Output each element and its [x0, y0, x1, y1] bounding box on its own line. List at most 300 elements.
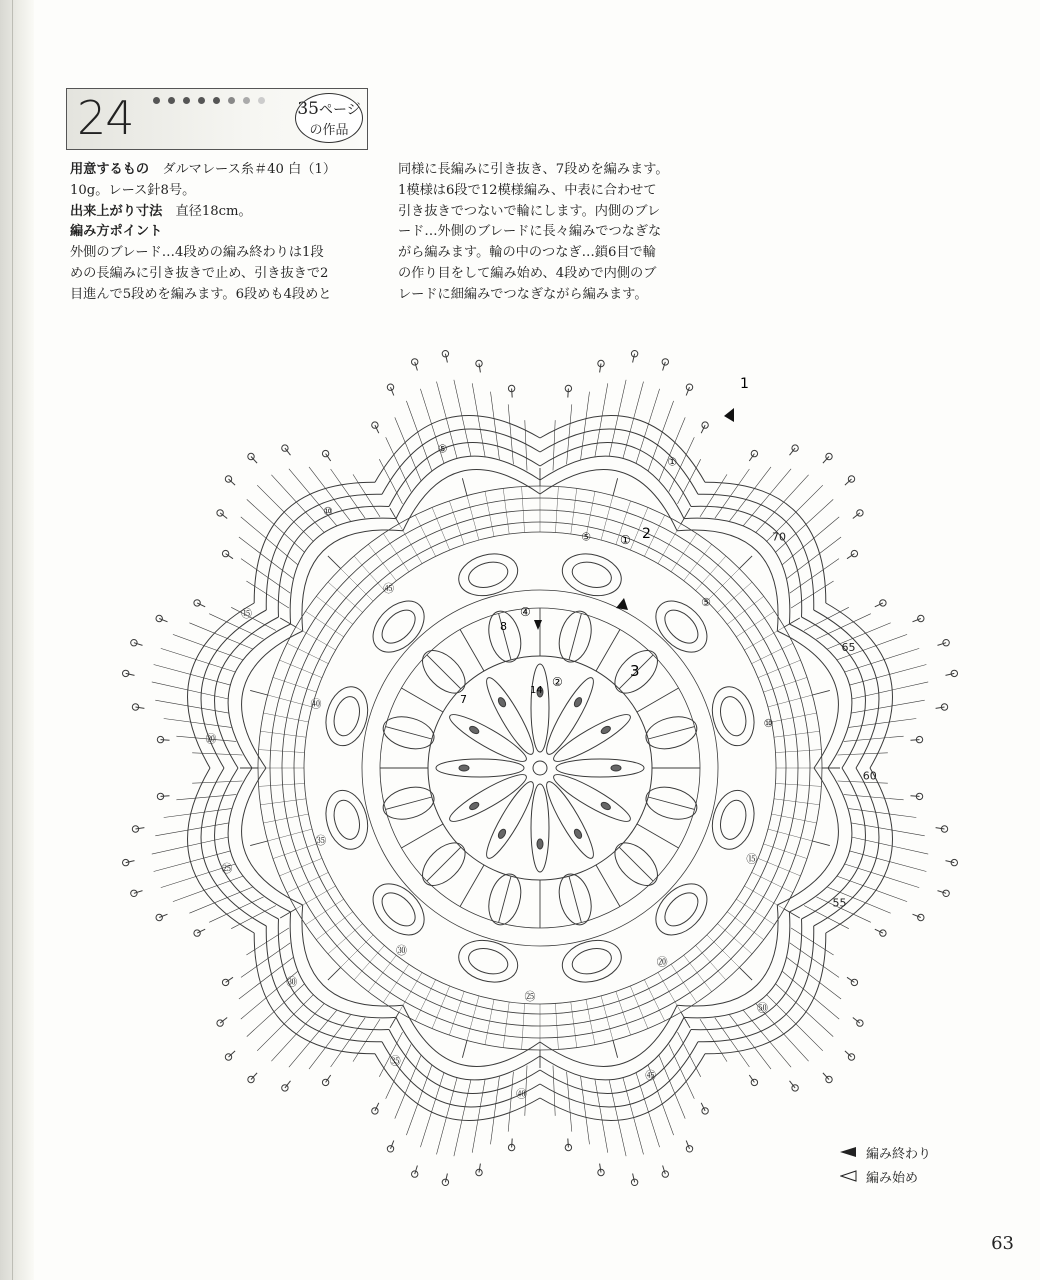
picot — [702, 422, 708, 428]
stitch-stroke — [595, 383, 608, 457]
braid-loop — [706, 786, 760, 854]
picot-stem — [415, 1166, 418, 1175]
dot — [183, 97, 190, 104]
braid-loop — [363, 874, 434, 945]
braid-stitch — [630, 986, 648, 1029]
stitch-stroke — [849, 719, 917, 728]
label-n3: 3 — [630, 662, 640, 680]
stitch-stroke — [816, 614, 870, 639]
center-knot — [537, 839, 543, 849]
stitch-stroke — [669, 1044, 694, 1098]
picot-stem — [568, 1139, 569, 1148]
spoke — [619, 847, 653, 881]
braid-stitch — [658, 524, 681, 564]
picot — [880, 600, 886, 606]
picot — [851, 550, 857, 556]
scallop-arc — [540, 1042, 698, 1107]
outer-round-label: ㉟ — [389, 1054, 401, 1068]
braid-loop — [558, 548, 626, 602]
braid-loop-inner — [376, 887, 421, 932]
label-r4: ④ — [520, 605, 531, 619]
inner-round-label: ㊵ — [310, 697, 322, 711]
outer-round-label: ㊿ — [757, 1001, 768, 1015]
picot-stem — [936, 828, 945, 829]
braid-stitch — [727, 912, 764, 940]
scallop-arc — [389, 443, 540, 507]
dot — [153, 97, 160, 104]
picot-stem — [938, 891, 947, 894]
spoke-outer — [250, 841, 267, 846]
stitch-stroke — [851, 682, 928, 699]
scallop-arc — [396, 1017, 540, 1080]
braid-stitch — [727, 596, 764, 624]
spoke — [386, 797, 432, 809]
stitch-stroke — [271, 475, 324, 533]
inner-round-label: ⑮ — [746, 852, 758, 866]
picot-stem — [161, 740, 170, 741]
braid-stitch — [399, 972, 422, 1012]
stitch-stroke — [164, 809, 232, 818]
scallop-arc — [540, 443, 691, 507]
spoke — [648, 727, 694, 739]
stitch-stroke — [331, 469, 366, 518]
scallop-arc — [540, 1017, 684, 1080]
scallop-arc — [789, 768, 852, 912]
stitch-stroke — [730, 1015, 772, 1069]
center-petal — [531, 784, 549, 872]
stitch-stroke — [241, 943, 290, 978]
filled-triangle-icon — [840, 1146, 858, 1158]
picot-stem — [479, 1164, 480, 1173]
spoke — [569, 876, 581, 922]
picot-stem — [161, 796, 170, 797]
stitch-stroke — [406, 1065, 432, 1135]
stitch-stroke — [787, 537, 841, 579]
braid-loop-inner — [716, 694, 750, 739]
spoke — [460, 865, 484, 907]
picot — [222, 550, 228, 556]
braid-stitch — [764, 677, 808, 692]
braid-stitch — [259, 750, 305, 753]
picot — [194, 600, 200, 606]
crochet-doily-chart — [90, 318, 995, 1238]
picot — [686, 1146, 692, 1152]
stitch-stroke — [420, 1072, 444, 1147]
stitch-stroke — [636, 389, 660, 464]
spoke-outer — [812, 841, 829, 846]
braid-rings — [258, 486, 822, 1050]
stitch-stroke — [247, 499, 305, 552]
braid-stitch — [280, 858, 323, 876]
braid-stitch — [758, 660, 801, 678]
outer-round-label: ㊵ — [516, 1087, 527, 1101]
spoke-outer — [250, 690, 267, 695]
center-knot — [468, 725, 480, 735]
stitch-stroke — [609, 1079, 626, 1156]
points-line: ード…外側のブレードに長々編みでつなぎな — [398, 224, 662, 240]
points-line: 外側のブレード…4段めの編み終わりは1段 — [70, 245, 324, 261]
label-m1: 1 — [740, 376, 749, 392]
braid-loop-inner — [569, 558, 614, 592]
picot-stem — [136, 828, 145, 829]
center-knot — [459, 765, 469, 771]
braid-stitch — [717, 924, 752, 954]
stitch-stroke — [331, 1018, 366, 1067]
braid-stitch — [522, 487, 525, 533]
dot — [243, 97, 250, 104]
legend-end — [840, 1140, 931, 1164]
scallop-arc — [389, 1030, 540, 1094]
braid-stitch — [432, 986, 450, 1029]
picot-stem — [946, 673, 955, 675]
braid-loop-inner — [659, 887, 704, 932]
braid-loop-inner — [466, 558, 511, 592]
center-petal — [556, 759, 644, 777]
stitch-stroke — [756, 475, 809, 533]
stitch-stroke — [790, 559, 839, 594]
materials-label: 用意するもの — [70, 162, 150, 177]
center-knot — [600, 725, 612, 735]
spoke — [427, 655, 461, 689]
braid-stitch — [586, 1000, 595, 1045]
spoke-outer — [328, 556, 341, 569]
stitch-stroke — [581, 1077, 590, 1145]
spoke — [569, 614, 581, 660]
stitch-stroke — [787, 958, 841, 1000]
inner-round-label: ⑤ — [581, 530, 592, 544]
outer-round-label: ⑤ — [437, 442, 448, 456]
inner-round-label: ㉟ — [315, 834, 327, 848]
dot — [228, 97, 235, 104]
page-number: 63 — [991, 1233, 1014, 1254]
braid-stitch — [776, 750, 822, 753]
braid-stitch — [696, 945, 726, 980]
stitch-stroke — [581, 392, 590, 460]
stitch-stroke — [173, 876, 243, 902]
braid-loop-inner — [569, 944, 614, 978]
center-chain-ring — [533, 761, 547, 775]
braid-stitch — [522, 1004, 525, 1050]
stitch-stroke — [844, 864, 919, 888]
spoke-outer — [613, 1040, 618, 1057]
braid-stitch — [744, 627, 784, 650]
braid-stitch — [707, 935, 740, 968]
braid-stitch — [503, 1002, 509, 1048]
end-marker-triangle — [724, 408, 734, 422]
stitch-stroke — [844, 736, 904, 741]
braid-stitch — [449, 992, 464, 1036]
braid-loop — [320, 682, 374, 750]
points-label: 編み方ポイント — [70, 224, 163, 240]
stitch-stroke — [849, 809, 917, 818]
points-line: がら編みます。輪の中のつなぎ…鎖6目で輪 — [398, 245, 656, 261]
stitch-stroke — [595, 1079, 608, 1153]
scallop-arc — [382, 429, 540, 494]
braid-stitch — [571, 488, 577, 534]
size-label: 出来上がり寸法 — [70, 203, 163, 219]
stitch-stroke — [472, 1079, 485, 1153]
stitch-stroke — [406, 401, 432, 471]
braid-loop — [363, 591, 434, 662]
stitch-stroke — [743, 1010, 791, 1067]
braid-stitch — [399, 524, 422, 564]
center-knot — [573, 696, 583, 708]
spoke — [637, 688, 679, 712]
stitch-stroke — [743, 469, 791, 526]
stitch-stroke — [209, 614, 263, 639]
braid-stitch — [774, 799, 820, 805]
stitch-stroke — [155, 700, 229, 713]
stitch-stroke — [309, 1015, 351, 1069]
dot — [168, 97, 175, 104]
picot-stem — [445, 1174, 447, 1183]
picot-stem — [663, 1166, 666, 1175]
stitch-stroke — [851, 823, 925, 836]
stitch-stroke — [173, 634, 243, 660]
spoke — [460, 629, 484, 671]
braid-stitch — [772, 713, 817, 722]
braid-stitch — [772, 814, 817, 823]
stitch-stroke — [241, 517, 298, 565]
stitch-stroke — [155, 823, 229, 836]
picot-stem — [512, 1139, 513, 1148]
stitch-stroke — [209, 897, 263, 922]
label-n14: 14 — [530, 685, 543, 696]
stitch-stroke — [766, 994, 823, 1051]
materials-line1: ダルマレース糸＃40 白（1） — [162, 162, 337, 177]
outer-round-label: ㉚ — [286, 975, 298, 989]
stitch-stroke — [192, 781, 242, 783]
stitch-stroke — [257, 485, 314, 542]
braid-stitch — [485, 491, 494, 536]
stitch-stroke — [386, 437, 411, 491]
outer-round-label: ㊺ — [645, 1068, 657, 1082]
outline-triangle-icon — [840, 1170, 858, 1182]
stitch-stroke — [257, 994, 314, 1051]
spoke-outer — [739, 967, 752, 980]
braid-stitch — [259, 783, 305, 786]
stitch-stroke — [454, 1079, 471, 1156]
dot — [213, 97, 220, 104]
stitch-stroke — [851, 700, 925, 713]
points-line: めの長編みに引き抜きで止め、引き抜きで2 — [70, 265, 329, 281]
stitch-stroke — [508, 404, 513, 464]
stitch-stroke — [775, 499, 833, 552]
label-c1: ① — [620, 533, 631, 547]
spoke-outer — [462, 1040, 467, 1057]
stitch-stroke — [271, 1003, 324, 1061]
center-knot — [468, 801, 480, 811]
outer-round-label: ⑩ — [322, 505, 333, 519]
spoke — [499, 876, 511, 922]
outer-round-label: ㉕ — [221, 862, 233, 876]
stitch-stroke — [239, 958, 293, 1000]
header-dots — [153, 97, 265, 104]
braid-loop-inner — [330, 797, 364, 842]
picot-stem — [911, 740, 920, 741]
spoke-outer — [613, 478, 618, 495]
stitch-stroke — [782, 517, 839, 565]
points-line: 目進んで5段めを編みます。6段めも4段めと — [70, 286, 332, 302]
spoke — [596, 865, 620, 907]
start-marker-triangle — [616, 598, 628, 610]
legend-start-label: 編み始め — [866, 1170, 919, 1186]
picot-stem — [633, 1174, 635, 1183]
stitch-stroke — [152, 682, 229, 699]
stitch-stroke — [152, 837, 229, 854]
scallop-arc — [814, 610, 879, 768]
picot-stem — [946, 861, 955, 863]
picot-stem — [938, 643, 947, 646]
braid-stitch — [684, 955, 712, 992]
braid-stitch — [341, 569, 374, 602]
picot — [372, 422, 378, 428]
picot-stem — [415, 362, 418, 371]
braid-stitch — [280, 660, 323, 678]
picot-stem — [512, 389, 513, 398]
braid-stitch — [758, 858, 801, 876]
stitch-stroke — [239, 537, 293, 579]
braid-stitch — [776, 783, 822, 786]
picot-stem — [600, 364, 601, 373]
stitch-stroke — [491, 392, 500, 460]
braid-stitch — [555, 1004, 558, 1050]
stitch-stroke — [176, 795, 236, 800]
pattern-header — [66, 88, 368, 150]
page-ref-number: 35 — [297, 99, 319, 119]
picot-stem — [936, 707, 945, 708]
braid-stitch — [555, 487, 558, 533]
braid-loop — [454, 548, 522, 602]
stitch-stroke — [844, 795, 904, 800]
braid-stitch — [764, 844, 808, 859]
stitch-stroke — [782, 971, 839, 1019]
picot-stem — [633, 354, 635, 363]
points-line: レードに細編みでつなぎながら編みます。 — [398, 286, 648, 302]
stitch-stroke — [851, 837, 928, 854]
stitch-stroke — [553, 420, 555, 470]
picot-stem — [479, 364, 480, 373]
spoke — [648, 797, 694, 809]
braid-stitch — [273, 677, 317, 692]
book-spine-shadow — [0, 0, 34, 1280]
braid-stitch — [717, 582, 752, 612]
spoke-outer — [812, 690, 829, 695]
stitch-stroke — [386, 1044, 411, 1098]
braid-stitch — [503, 488, 509, 534]
page-ref-suffix: ページ — [318, 102, 361, 118]
outer-round-label: 65 — [841, 640, 856, 654]
label-r2: ② — [552, 675, 563, 689]
picot-stem — [136, 707, 145, 708]
center-knot — [497, 828, 507, 840]
spine-line — [12, 0, 13, 1280]
picot-stem — [911, 796, 920, 797]
spoke — [386, 727, 432, 739]
points-line: 1模様は6段で12模様編み、中表に合わせて — [398, 182, 657, 198]
inner-round-label: ㉕ — [524, 989, 536, 1003]
stitch-stroke — [567, 404, 572, 464]
spoke — [637, 824, 679, 848]
braid-stitch — [432, 508, 450, 551]
braid-stitch — [263, 814, 308, 823]
center-knot — [600, 801, 612, 811]
stitch-stroke — [247, 984, 305, 1037]
stitch-stroke — [508, 1072, 513, 1132]
braid-stitch — [296, 886, 336, 909]
inner-round-label: ㊺ — [383, 582, 395, 596]
spoke — [401, 824, 443, 848]
scallop-arc — [540, 456, 684, 519]
stitch-stroke — [837, 876, 907, 902]
braid-loop-inner — [659, 604, 704, 649]
page-reference-badge — [295, 93, 363, 143]
scallop-arc — [215, 768, 279, 919]
braid-stitch — [368, 955, 396, 992]
legend-end-label: 編み終わり — [866, 1146, 932, 1162]
braid-stitch — [341, 935, 374, 968]
size-value: 直径18cm。 — [175, 203, 252, 219]
stitch-stroke — [454, 380, 471, 457]
connecting-spokes — [240, 468, 840, 1068]
picot-stem — [663, 362, 666, 371]
dot — [258, 97, 265, 104]
spoke — [401, 688, 443, 712]
scallop-arc — [201, 768, 266, 926]
spoke-outer — [462, 478, 467, 495]
spoke — [427, 847, 461, 881]
scallop-arc — [228, 768, 291, 912]
spoke-outer — [739, 556, 752, 569]
braid-stitch — [354, 556, 384, 591]
center-knot — [573, 828, 583, 840]
stitch-stroke — [491, 1077, 500, 1145]
braid-stitch — [449, 501, 464, 545]
instructions-column-1 — [70, 160, 380, 306]
braid-stitch — [485, 1000, 494, 1045]
stitch-stroke — [525, 420, 527, 470]
outer-round-label: 70 — [772, 530, 786, 544]
picot-stem — [126, 861, 135, 863]
braid-loop — [706, 682, 760, 750]
braid-stitch — [316, 912, 353, 940]
braid-stitch — [658, 972, 681, 1012]
legend — [840, 1140, 931, 1188]
stitch-stroke — [161, 648, 236, 672]
stitch-stroke — [472, 383, 485, 457]
center-marker-triangle — [534, 620, 542, 630]
stitch-stroke — [241, 559, 290, 594]
braid-loop-inner — [466, 944, 511, 978]
label-m2: 2 — [642, 526, 651, 542]
picot-stem — [568, 389, 569, 398]
materials-line2: 10g。レース針8号。 — [70, 182, 196, 198]
stitch-stroke — [715, 469, 750, 518]
stitch-stroke — [289, 1010, 337, 1067]
stitch-stroke — [775, 984, 833, 1037]
picot — [387, 1146, 393, 1152]
picot-stem — [445, 354, 447, 363]
picot-stem — [134, 643, 143, 646]
braid-stitch — [354, 945, 384, 980]
picot — [131, 640, 137, 646]
points-line: の作り目をして編み始め、4段めで内側のブ — [398, 265, 657, 281]
inner-round-label: ⑳ — [656, 955, 668, 969]
stitch-stroke — [838, 753, 888, 755]
inner-round-label: ⑤ — [700, 595, 711, 609]
braid-stitch — [328, 924, 363, 954]
braid-loop — [646, 874, 717, 945]
